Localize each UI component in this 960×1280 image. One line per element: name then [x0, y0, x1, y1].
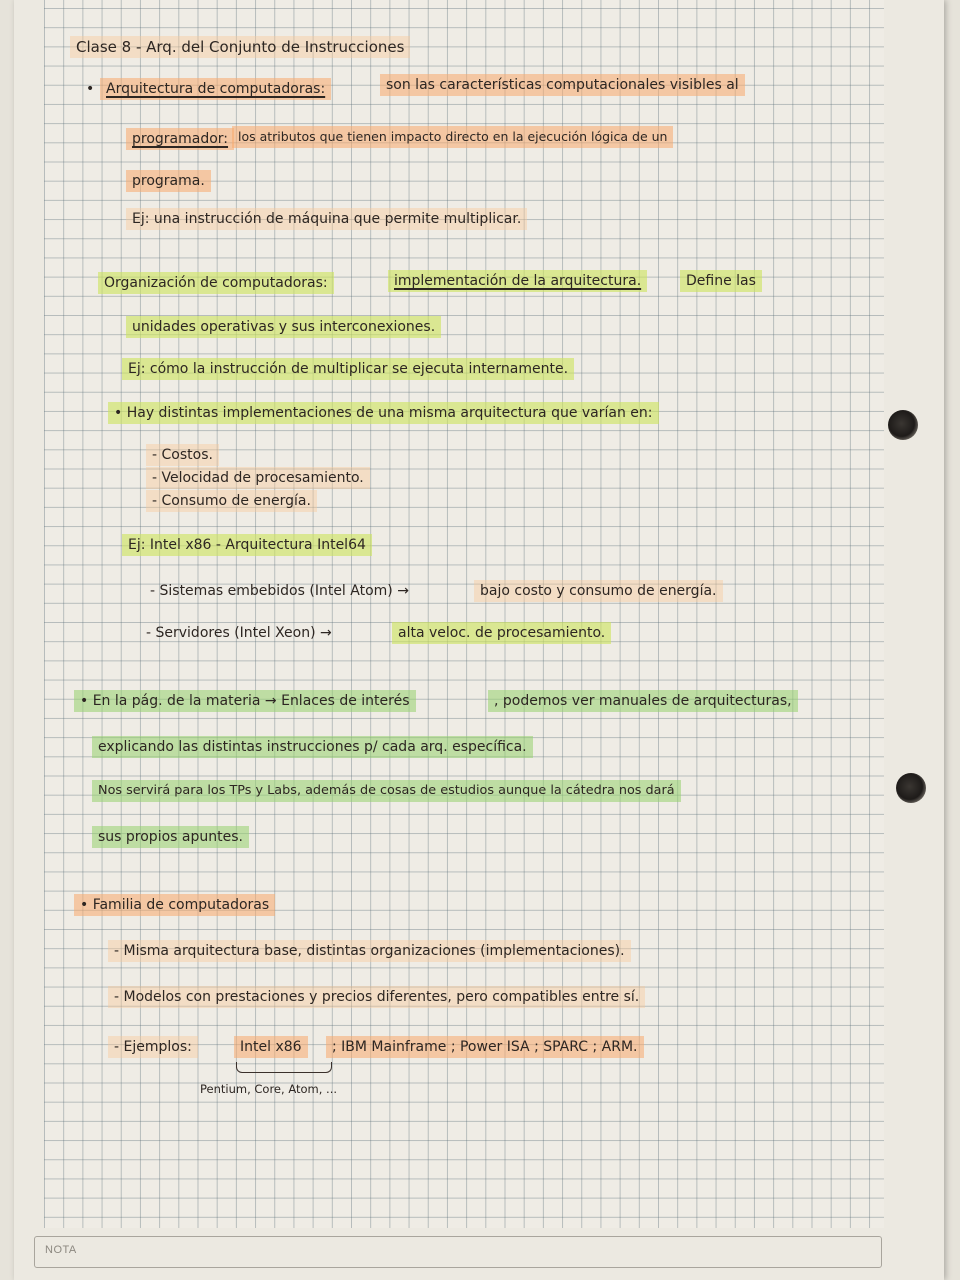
s4-item3-rest: ; IBM Mainframe ; Power ISA ; SPARC ; ARM.: [326, 1036, 644, 1058]
bullet: •: [86, 81, 95, 97]
s4-item1: - Misma arquitectura base, distintas organizaciones (implementaciones).: [108, 940, 631, 962]
s3-line2: explicando las distintas instrucciones p/ cada arq. específica.: [92, 736, 533, 758]
term-organizacion: Organización de computadoras:: [98, 272, 334, 294]
s2-ex-item2: - Servidores (Intel Xeon) →: [146, 625, 332, 641]
s2-line2: unidades operativas y sus interconexiones.: [126, 316, 441, 338]
brace-mark: [236, 1062, 332, 1073]
s3-line1b: , podemos ver manuales de arquitecturas,: [488, 690, 798, 712]
s1-line2: los atributos que tienen impacto directo en la ejecución lógica de un: [232, 126, 673, 148]
s2-item-costos: - Costos.: [146, 444, 219, 466]
s2-implementacion: implementación de la arquitectura.: [388, 270, 647, 292]
nota-label: NOTA: [45, 1244, 77, 1256]
s2-example2: Ej: Intel x86 - Arquitectura Intel64: [122, 534, 372, 556]
term-familia: • Familia de computadoras: [74, 894, 275, 916]
s4-item3-e1: Intel x86: [234, 1036, 308, 1058]
punch-hole-icon: [888, 410, 918, 440]
term-arquitectura: Arquitectura de computadoras:: [100, 78, 331, 100]
page-title: Clase 8 - Arq. del Conjunto de Instrucciones: [70, 36, 410, 58]
s4-note: Pentium, Core, Atom, ...: [200, 1082, 338, 1096]
s3-line1a: • En la pág. de la materia → Enlaces de interés: [74, 690, 416, 712]
s1-line3: programa.: [126, 170, 211, 192]
s4-item2: - Modelos con prestaciones y precios diferentes, pero compatibles entre sí.: [108, 986, 645, 1008]
s2-ex-item1: - Sistemas embebidos (Intel Atom) →: [150, 583, 409, 599]
s2-item-velocidad: - Velocidad de procesamiento.: [146, 467, 370, 489]
nota-box: [34, 1236, 882, 1268]
s3-line3: Nos servirá para los TPs y Labs, además de cosas de estudios aunque la cátedra nos dará: [92, 780, 681, 802]
s2-item-consumo: - Consumo de energía.: [146, 490, 317, 512]
s2-ex-item2-highlight: alta veloc. de procesamiento.: [392, 622, 611, 644]
s1-programador: programador:: [126, 128, 234, 150]
s2-example: Ej: cómo la instrucción de multiplicar se ejecuta internamente.: [122, 358, 574, 380]
s2-ex-item1-highlight: bajo costo y consumo de energía.: [474, 580, 723, 602]
s2-define: Define las: [680, 270, 762, 292]
s4-item3-label: - Ejemplos:: [108, 1036, 198, 1058]
s1-example: Ej: una instrucción de máquina que permite multiplicar.: [126, 208, 527, 230]
s3-line4: sus propios apuntes.: [92, 826, 249, 848]
s2-sub: • Hay distintas implementaciones de una misma arquitectura que varían en:: [108, 402, 659, 424]
punch-hole-icon: [896, 773, 926, 803]
s1-line1: son las características computacionales visibles al: [380, 74, 745, 96]
